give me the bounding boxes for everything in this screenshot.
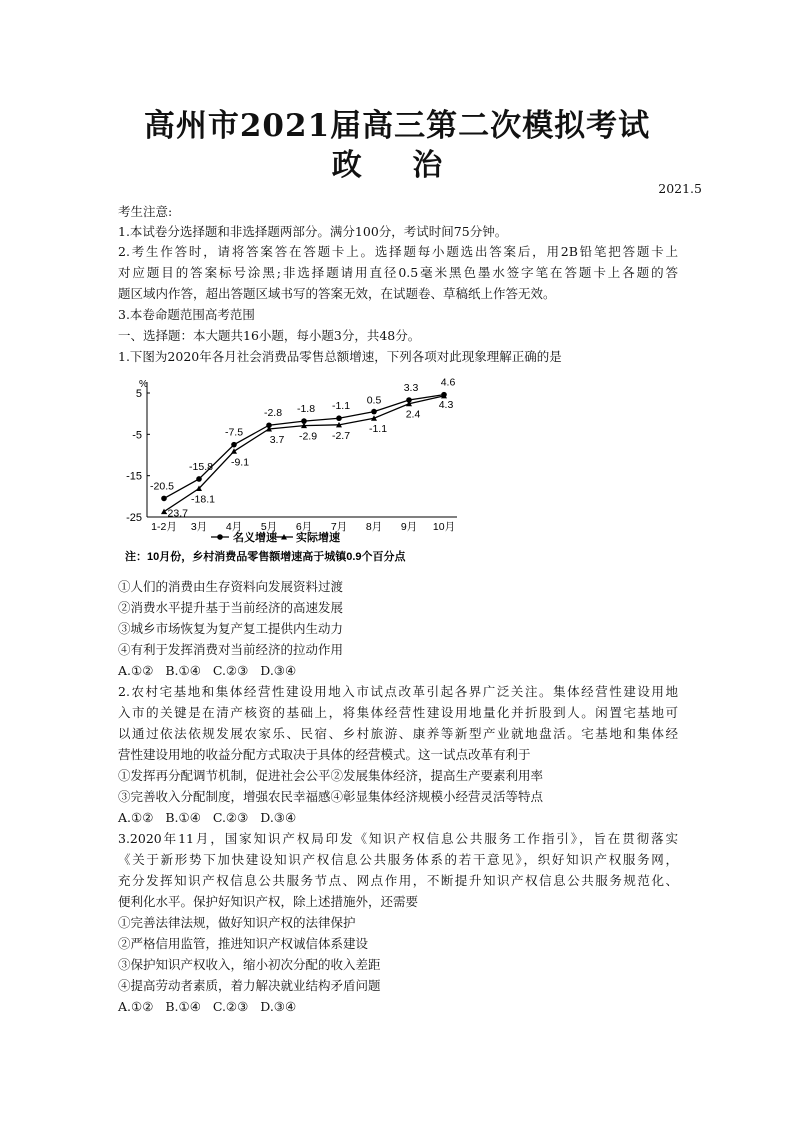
- q3-stem-2: 《关于新形势下加快建设知识产权信息公共服务体系的若干意见》，织好知识产权服务网，: [118, 852, 678, 867]
- nominal-data-label: 4.6: [440, 378, 456, 389]
- nominal-point: [371, 409, 377, 415]
- nominal-point: [231, 442, 237, 448]
- real-data-label: 2.4: [405, 408, 421, 421]
- q1-option-3: ③城乡市场恢复为复产复工提供内生动力: [118, 621, 344, 636]
- y-tick-label: -25: [126, 512, 142, 524]
- nominal-point: [161, 496, 167, 502]
- q3-option-3: ③保护知识产权收入，缩小初次分配的收入差距: [118, 957, 381, 972]
- x-tick-label: 4月: [225, 521, 243, 533]
- q2-choices: A.①② B.①④ C.②③ D.③④: [118, 810, 297, 825]
- exam-title: 高州市2021届高三第二次模拟考试: [143, 108, 651, 144]
- real-data-label: 4.3: [438, 398, 454, 411]
- legend-nominal-label: 名义增速: [233, 532, 277, 544]
- y-tick-label: -5: [132, 429, 142, 442]
- legend-nominal-marker: [217, 534, 223, 540]
- q3-stem-1: 3.2020年11月，国家知识产权局印发《知识产权信息公共服务工作指引》，旨在贯彻落实: [118, 831, 678, 846]
- notice-line-2a: 2.考生作答时，请将答案答在答题卡上。选择题每小题选出答案后，用2B铅笔把答题卡上: [118, 244, 678, 259]
- section-heading: 一、选择题：本大题共16小题，每小题3分，共48分。: [118, 328, 421, 343]
- x-tick-label: 3月: [190, 521, 208, 533]
- q3-stem-3: 充分发挥知识产权信息公共服务节点、网点作用，不断提升知识产权信息公共服务规范化、: [118, 873, 678, 888]
- nominal-data-label: -1.1: [331, 400, 351, 413]
- notice-line-2c: 题区域内作答，超出答题区域书写的答案无效，在试题卷、草稿纸上作答无效。: [118, 286, 556, 301]
- q2-stem-4: 营性建设用地的收益分配方式取决于具体的经营模式。这一试点改革有利于: [118, 747, 531, 762]
- q1-choices: A.①② B.①④ C.②③ D.③④: [118, 663, 297, 678]
- y-axis-unit: %: [139, 379, 148, 390]
- exam-date: 2021.5: [658, 181, 702, 196]
- q2-options-3-4: ③完善收入分配制度，增强农民幸福感④彰显集体经济规模小经营灵活等特点: [118, 789, 544, 804]
- y-tick-label: -15: [126, 470, 142, 483]
- real-data-label: -18.1: [191, 493, 215, 506]
- q2-stem-2: 入市的关键是在清产核资的基础上，将集体经营性建设用地量化并折股到人。闲置宅基地可: [118, 705, 678, 720]
- q1-option-2: ②消费水平提升基于当前经济的高速发展: [118, 600, 344, 615]
- nominal-data-label: 3.3: [403, 382, 419, 395]
- x-tick-label: 7月: [330, 521, 348, 533]
- notice-line-1: 1.本试卷分选择题和非选择题两部分。满分100分，考试时间75分钟。: [118, 224, 508, 239]
- x-tick-label: 8月: [365, 521, 383, 533]
- nominal-data-label: -2.8: [263, 407, 283, 420]
- x-tick-label: 5月: [260, 521, 278, 533]
- nominal-data-label: -20.5: [150, 480, 174, 493]
- q2-options-1-2: ①发挥再分配调节机制，促进社会公平②发展集体经济，提高生产要素利用率: [118, 768, 544, 783]
- subject-title: 政 治: [331, 148, 463, 183]
- retail-sales-growth-chart: [117, 378, 467, 570]
- q1-option-1: ①人们的消费由生存资料向发展资料过渡: [118, 579, 344, 594]
- q2-stem-1: 2.农村宅基地和集体经营性建设用地入市试点改革引起各界广泛关注。集体经营性建设用地: [118, 684, 678, 699]
- q1-option-4: ④有利于发挥消费对当前经济的拉动作用: [118, 642, 344, 657]
- x-tick-label: 10月: [432, 521, 456, 533]
- real-data-label: -2.9: [298, 430, 318, 443]
- q3-option-4: ④提高劳动者素质，着力解决就业结构矛盾问题: [118, 978, 381, 993]
- q3-stem-4: 便利化水平。保护好知识产权，除上述措施外，还需要: [118, 894, 419, 909]
- real-point: [231, 448, 237, 454]
- y-tick-label: 5: [135, 388, 142, 400]
- q3-choices: A.①② B.①④ C.②③ D.③④: [118, 999, 297, 1014]
- notice-line-3: 3.本卷命题范围高考范围: [118, 307, 255, 322]
- nominal-data-label: -7.5: [224, 426, 244, 439]
- x-tick-label: 6月: [295, 521, 313, 533]
- chart-y-ticks: [126, 388, 150, 524]
- nominal-point: [196, 476, 202, 482]
- real-data-label: -1.1: [368, 423, 388, 436]
- real-data-label: -2.7: [331, 429, 351, 442]
- nominal-data-label: -15.8: [189, 460, 213, 473]
- legend-real-label: 实际增速: [296, 532, 340, 544]
- real-data-label: -23.7: [164, 507, 188, 520]
- real-data-label: -9.1: [230, 456, 250, 469]
- chart-note: 注：10月份，乡村消费品零售额增速高于城镇0.9个百分点: [125, 551, 406, 563]
- notice-line-2b: 对应题目的答案标号涂黑;非选择题请用直径0.5毫米黑色墨水签字笔在答题卡上各题的答: [118, 265, 678, 280]
- x-tick-label: 1-2月: [151, 521, 177, 533]
- real-data-label: 3.7: [269, 433, 285, 446]
- nominal-data-label: -1.8: [296, 403, 316, 416]
- q3-option-1: ①完善法律法规，做好知识产权的法律保护: [118, 915, 356, 930]
- x-tick-label: 9月: [400, 521, 418, 533]
- q3-option-2: ②严格信用监管，推进知识产权诚信体系建设: [118, 936, 369, 951]
- q1-stem: 1.下图为2020年各月社会消费品零售总额增速，下列各项对此现象理解正确的是: [118, 349, 562, 364]
- nominal-data-label: 0.5: [366, 394, 382, 407]
- notice-heading: 考生注意:: [118, 204, 173, 219]
- nominal-point: [336, 415, 342, 421]
- q2-stem-3: 以通过依法依规发展农家乐、民宿、乡村旅游、康养等新型产业就地盘活。宅基地和集体经: [118, 726, 678, 741]
